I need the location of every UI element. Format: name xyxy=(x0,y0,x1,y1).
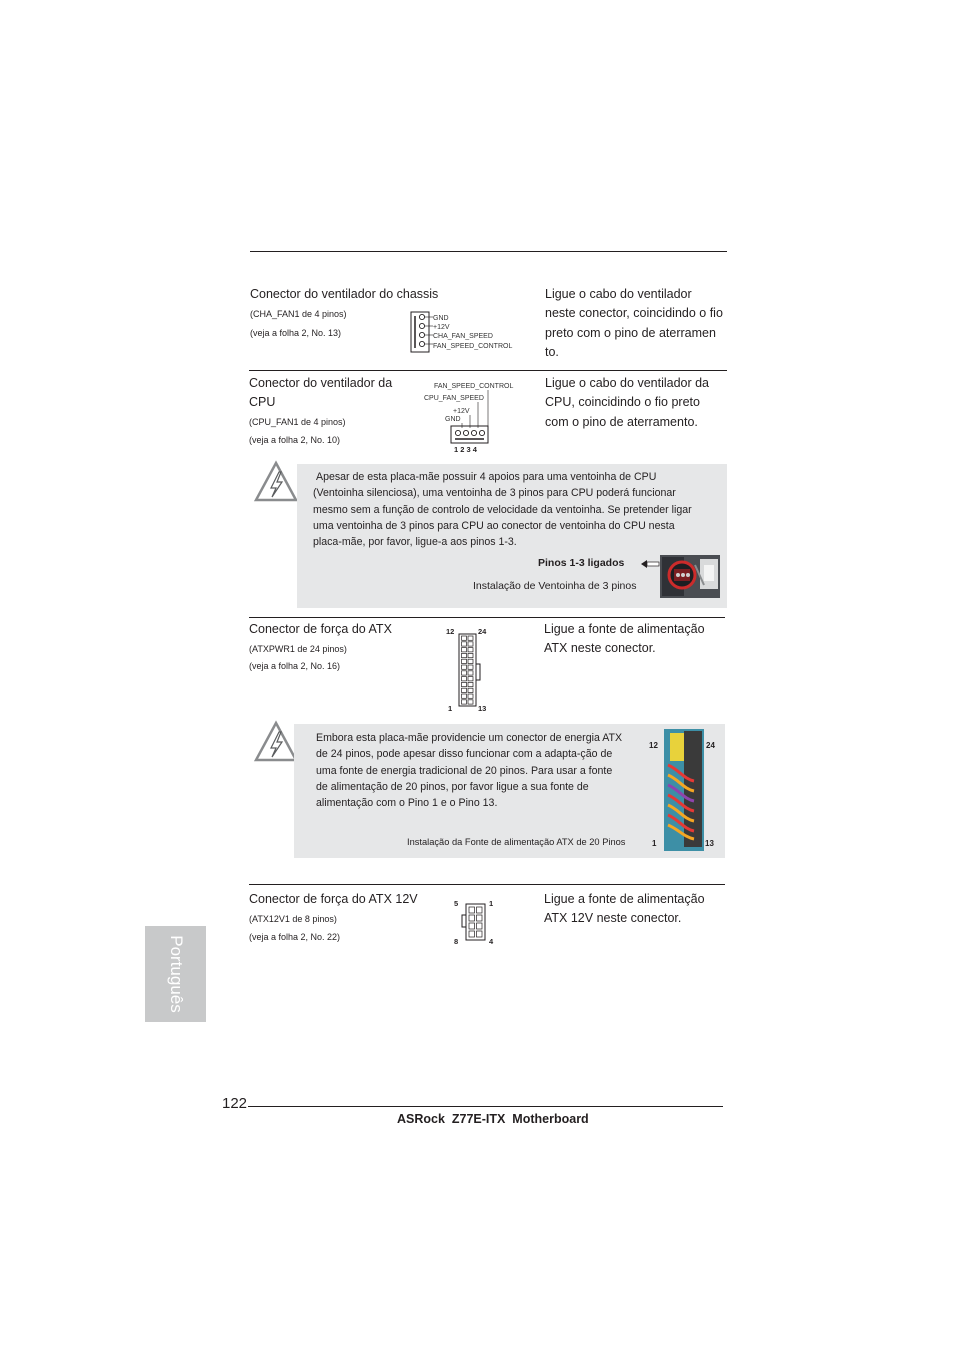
connector-pin xyxy=(462,682,467,686)
connector-pin xyxy=(462,648,467,652)
connector-pin xyxy=(468,648,473,652)
connector-pin xyxy=(462,659,467,663)
connector-pin xyxy=(462,671,467,675)
connector-pin xyxy=(462,694,467,698)
connector-pin xyxy=(468,653,473,657)
cha-fan-title: Conector do ventilador do chassis xyxy=(250,287,439,301)
atx-sub1: (ATXPWR1 de 24 pinos) xyxy=(249,644,347,654)
cha-pin-label-4: FAN_SPEED_CONTROL xyxy=(433,343,513,350)
cpu-pin-label-4: FAN_SPEED_CONTROL xyxy=(434,383,514,390)
divider-2 xyxy=(249,617,725,618)
three-pin-fan-photo xyxy=(660,555,720,598)
language-tab xyxy=(145,926,206,1022)
atx-pin-24: 24 xyxy=(478,627,487,636)
connector-pin xyxy=(462,636,467,640)
atx12v-pin-4: 4 xyxy=(489,937,494,946)
connector-pin xyxy=(469,931,475,937)
cpu-fan-sub2: (veja a folha 2, No. 10) xyxy=(249,435,341,445)
atx12v-8pin-connector-diagram xyxy=(448,895,500,949)
connector-pin xyxy=(469,923,475,929)
three-pin-fan-caption: Instalação de Ventoinha de 3 pinos xyxy=(473,580,637,592)
divider-1 xyxy=(249,370,727,371)
top-divider xyxy=(250,251,727,252)
atx-pin-1: 1 xyxy=(448,704,453,713)
connector-pin xyxy=(468,642,473,646)
connector-pin xyxy=(462,677,467,681)
note-atx-20pin xyxy=(294,724,725,858)
atx-24pin-connector-diagram xyxy=(440,624,500,716)
connector-pin xyxy=(469,907,475,913)
cha-fan-sub1: (CHA_FAN1 de 4 pinos) xyxy=(250,309,347,319)
connector-pin xyxy=(462,700,467,704)
connector-pin xyxy=(469,915,475,921)
warning-icon-2 xyxy=(253,720,299,764)
atx12v-pin-1: 1 xyxy=(489,899,494,908)
atx-pin-12: 12 xyxy=(446,627,455,636)
warning-icon xyxy=(253,460,299,504)
atx-sub2: (veja a folha 2, No. 16) xyxy=(249,661,341,671)
arrow-left-icon xyxy=(640,559,660,569)
atx-20pin-caption: Instalação da Fonte de alimentação ATX de 20 Pinos xyxy=(407,837,626,847)
connector-pin xyxy=(468,700,473,704)
footer-title: ASRock Z77E-ITX Motherboard xyxy=(397,1112,589,1126)
footer-rule xyxy=(248,1106,723,1107)
connector-pin xyxy=(477,923,483,929)
connector-pin xyxy=(462,665,467,669)
cpu-pin-label-1: GND xyxy=(445,416,461,423)
note-atx-20pin-text: Embora esta placa-mãe providencie um conector de energia ATX de 24 pinos, pode apesar disso funcionar com a adapta-ção de uma fonte de energia tradicional de 20 pinos. Para usar a fonte de alimentação de 20 pinos, por favor ligue a sua fonte de alimentação com o Pino 1 e o Pino 13. xyxy=(316,732,623,810)
connector-pin xyxy=(477,907,483,913)
cpu-fan-description: Ligue o cabo do ventilador da CPU, coincidindo o fio preto com o pino de aterramento. xyxy=(545,376,710,429)
divider-3 xyxy=(249,884,725,885)
atx-pin-grid xyxy=(462,636,474,704)
connector-pin xyxy=(468,665,473,669)
atx12v-description: Ligue a fonte de alimentação ATX 12V neste conector. xyxy=(544,892,705,926)
cpu-fan-sub1: (CPU_FAN1 de 4 pinos) xyxy=(249,417,346,427)
cpu-pin-numbers: 1 2 3 4 xyxy=(454,445,477,454)
cpu-pin-label-2: +12V xyxy=(453,408,470,415)
connector-pin xyxy=(468,636,473,640)
cha-pin-label-3: CHA_FAN_SPEED xyxy=(433,333,493,340)
photo-label-13: 13 xyxy=(705,839,714,848)
cpu-fan-connector-diagram xyxy=(420,378,530,458)
photo-label-12: 12 xyxy=(649,741,658,750)
connector-pin xyxy=(468,688,473,692)
atx-description: Ligue a fonte de alimentação ATX neste conector. xyxy=(544,622,705,656)
connector-pin xyxy=(477,915,483,921)
atx12v-pin-grid xyxy=(469,907,482,937)
connector-pin xyxy=(468,671,473,675)
atx-pin-13: 13 xyxy=(478,704,487,713)
cha-pin-label-2: +12V xyxy=(433,324,450,331)
atx12v-sub2: (veja a folha 2, No. 22) xyxy=(249,932,341,942)
atx12v-pin-5: 5 xyxy=(454,899,459,908)
page-number: 122 xyxy=(222,1095,248,1112)
connector-pin xyxy=(462,688,467,692)
photo-label-1: 1 xyxy=(652,839,657,848)
cha-pin-label-1: GND xyxy=(433,315,449,322)
language-tab-label: Português xyxy=(166,935,186,1013)
atx12v-title: Conector de força do ATX 12V xyxy=(249,892,418,906)
cha-fan-description: Ligue o cabo do ventilador neste conector, coincidindo o fio preto com o pino de aterramen to. xyxy=(545,287,723,360)
cha-fan-connector-diagram xyxy=(408,310,528,356)
connector-pin xyxy=(462,642,467,646)
atx-title: Conector de força do ATX xyxy=(249,622,392,636)
connector-pin xyxy=(468,694,473,698)
pins-connected-label: Pinos 1-3 ligados xyxy=(538,557,625,569)
cha-fan-sub2: (veja a folha 2, No. 13) xyxy=(250,328,342,338)
connector-pin xyxy=(462,653,467,657)
connector-pin xyxy=(477,931,483,937)
connector-pin xyxy=(468,659,473,663)
cpu-fan-title-line1: Conector do ventilador da xyxy=(249,376,393,390)
atx12v-pin-8: 8 xyxy=(454,937,459,946)
note-cpu-fan-text: Apesar de esta placa-mãe possuir 4 apoios para uma ventoinha de CPU (Ventoinha silenciosa), uma ventoinha de 3 pinos para CPU poderá funcionar mesmo sem a função de controlo de velocidade da ventoinha. Se pretender ligar uma ventoinha de 3 pinos para CPU ao conector de ventoinha do CPU nesta placa-mãe, por favor, ligue-a aos pinos 1-3. xyxy=(313,471,692,549)
atx12v-sub1: (ATX12V1 de 8 pinos) xyxy=(249,914,337,924)
note-cpu-fan xyxy=(297,464,727,608)
connector-pin xyxy=(468,682,473,686)
photo-label-24: 24 xyxy=(706,741,715,750)
atx-20pin-install-photo xyxy=(664,729,704,851)
cpu-pin-label-3: CPU_FAN_SPEED xyxy=(424,395,484,402)
connector-pin xyxy=(468,677,473,681)
cpu-fan-title-line2: CPU xyxy=(249,395,276,409)
